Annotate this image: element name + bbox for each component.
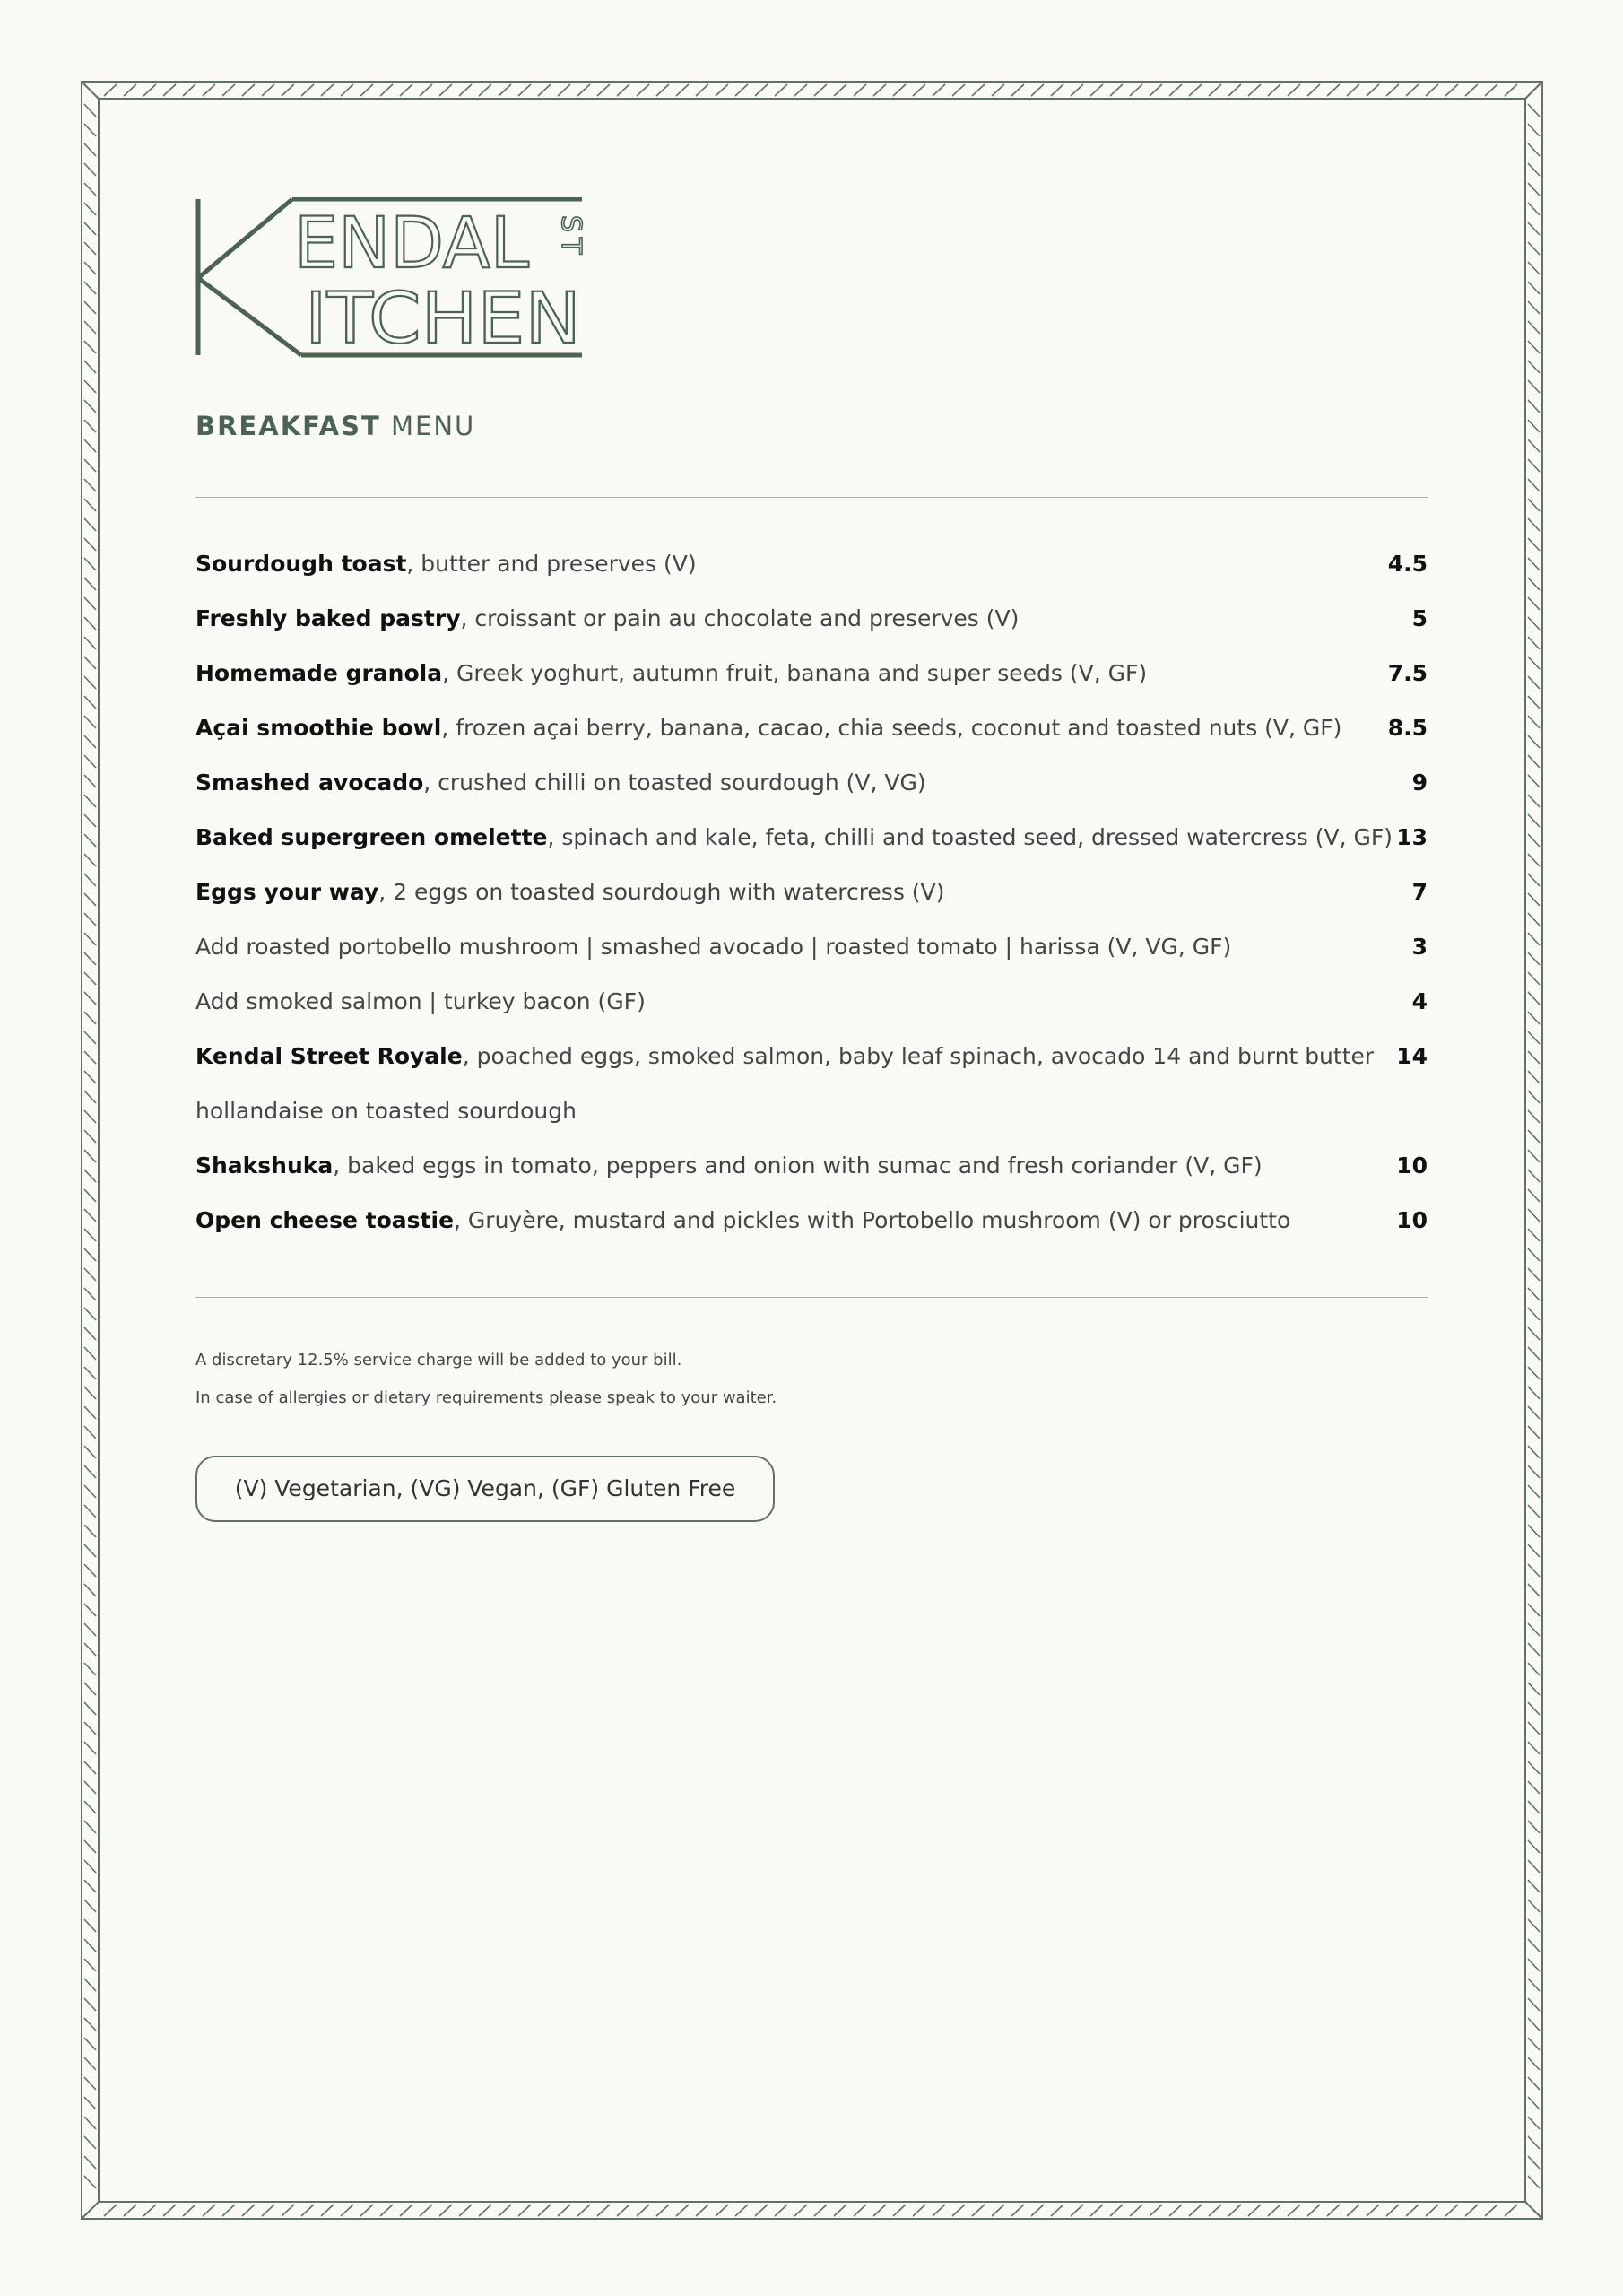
item-price: 3 [1411,934,1428,960]
item-name: Eggs your way [195,879,379,905]
item-description: , butter and preserves (V) [406,551,697,577]
item-description: Add smoked salmon | turkey bacon (GF) [195,988,646,1014]
item-price: 9 [1411,770,1428,796]
item-description: Add roasted portobello mushroom | smashed avocado | roasted tomato | harissa (V, VG, GF) [195,934,1232,960]
item-price: 14 [1396,1043,1428,1069]
bottom-divider [195,1297,1428,1298]
item-name: Shakshuka [195,1152,334,1178]
menu-item [195,924,1428,978]
item-price: 13 [1396,824,1428,850]
logo-line-2: ITCHEN [305,279,581,359]
item-name: Açai smoothie bowl [195,715,442,741]
item-price: 10 [1396,1207,1428,1233]
item-price: 7.5 [1387,660,1428,686]
menu-item [195,596,1428,650]
menu-item [195,978,1428,1033]
item-price: 7 [1411,879,1428,905]
item-description: , Gruyère, mustard and pickles with Portobello mushroom (V) or prosciutto [454,1207,1291,1233]
menu-item [195,1088,1428,1143]
item-price: 8.5 [1387,715,1428,741]
menu-item [195,1197,1428,1252]
item-price: 10 [1396,1152,1428,1178]
dietary-legend: (V) Vegetarian, (VG) Vegan, (GF) Gluten Free [195,1456,775,1522]
item-description: hollandaise on toasted sourdough [195,1098,577,1124]
item-description: , baked eggs in tomato, peppers and onion with sumac and fresh coriander (V, GF) [333,1152,1263,1178]
menu-item [195,869,1428,924]
menu-item [195,760,1428,814]
item-name: Kendal Street Royale [195,1043,463,1069]
menu-items [195,541,1428,1252]
menu-item [195,705,1428,760]
item-description: , Greek yoghurt, autumn fruit, banana and super seeds (V, GF) [442,660,1148,686]
item-description: , spinach and kale, feta, chilli and toasted seed, dressed watercress (V, GF) [547,824,1393,850]
footnotes [195,1347,777,1422]
logo-suffix: ST [555,215,586,260]
menu-item [195,541,1428,596]
menu-item [195,814,1428,869]
item-description: , poached eggs, smoked salmon, baby leaf spinach, avocado 14 and burnt butter [462,1043,1375,1069]
item-price: 4.5 [1387,551,1428,577]
menu-item [195,650,1428,705]
service-charge-note: A discretary 12.5% service charge will be added to your bill. [195,1351,682,1370]
item-price: 4 [1411,988,1428,1014]
menu-item [195,1143,1428,1197]
item-name: Baked supergreen omelette [195,824,548,850]
kendal-st-kitchen-logo [195,197,590,359]
menu-title [195,411,475,441]
allergy-note: In case of allergies or dietary requirements please speak to your waiter. [195,1388,777,1407]
menu-item [195,1033,1428,1088]
item-name: Smashed avocado [195,770,424,796]
top-divider [195,497,1428,498]
menu-title-light: MENU [390,411,476,441]
item-name: Open cheese toastie [195,1207,455,1233]
menu-title-strong: BREAKFAST [195,411,381,441]
item-name: Freshly baked pastry [195,605,461,631]
item-description: , frozen açai berry, banana, cacao, chia seeds, coconut and toasted nuts (V, GF) [441,715,1342,741]
item-name: Sourdough toast [195,551,407,577]
item-price: 5 [1411,605,1428,631]
item-description: , croissant or pain au chocolate and preserves (V) [460,605,1020,631]
item-description: , crushed chilli on toasted sourdough (V, VG) [423,770,926,796]
logo-line-1: ENDAL [294,204,530,284]
item-description: , 2 eggs on toasted sourdough with watercress (V) [378,879,945,905]
item-name: Homemade granola [195,660,443,686]
